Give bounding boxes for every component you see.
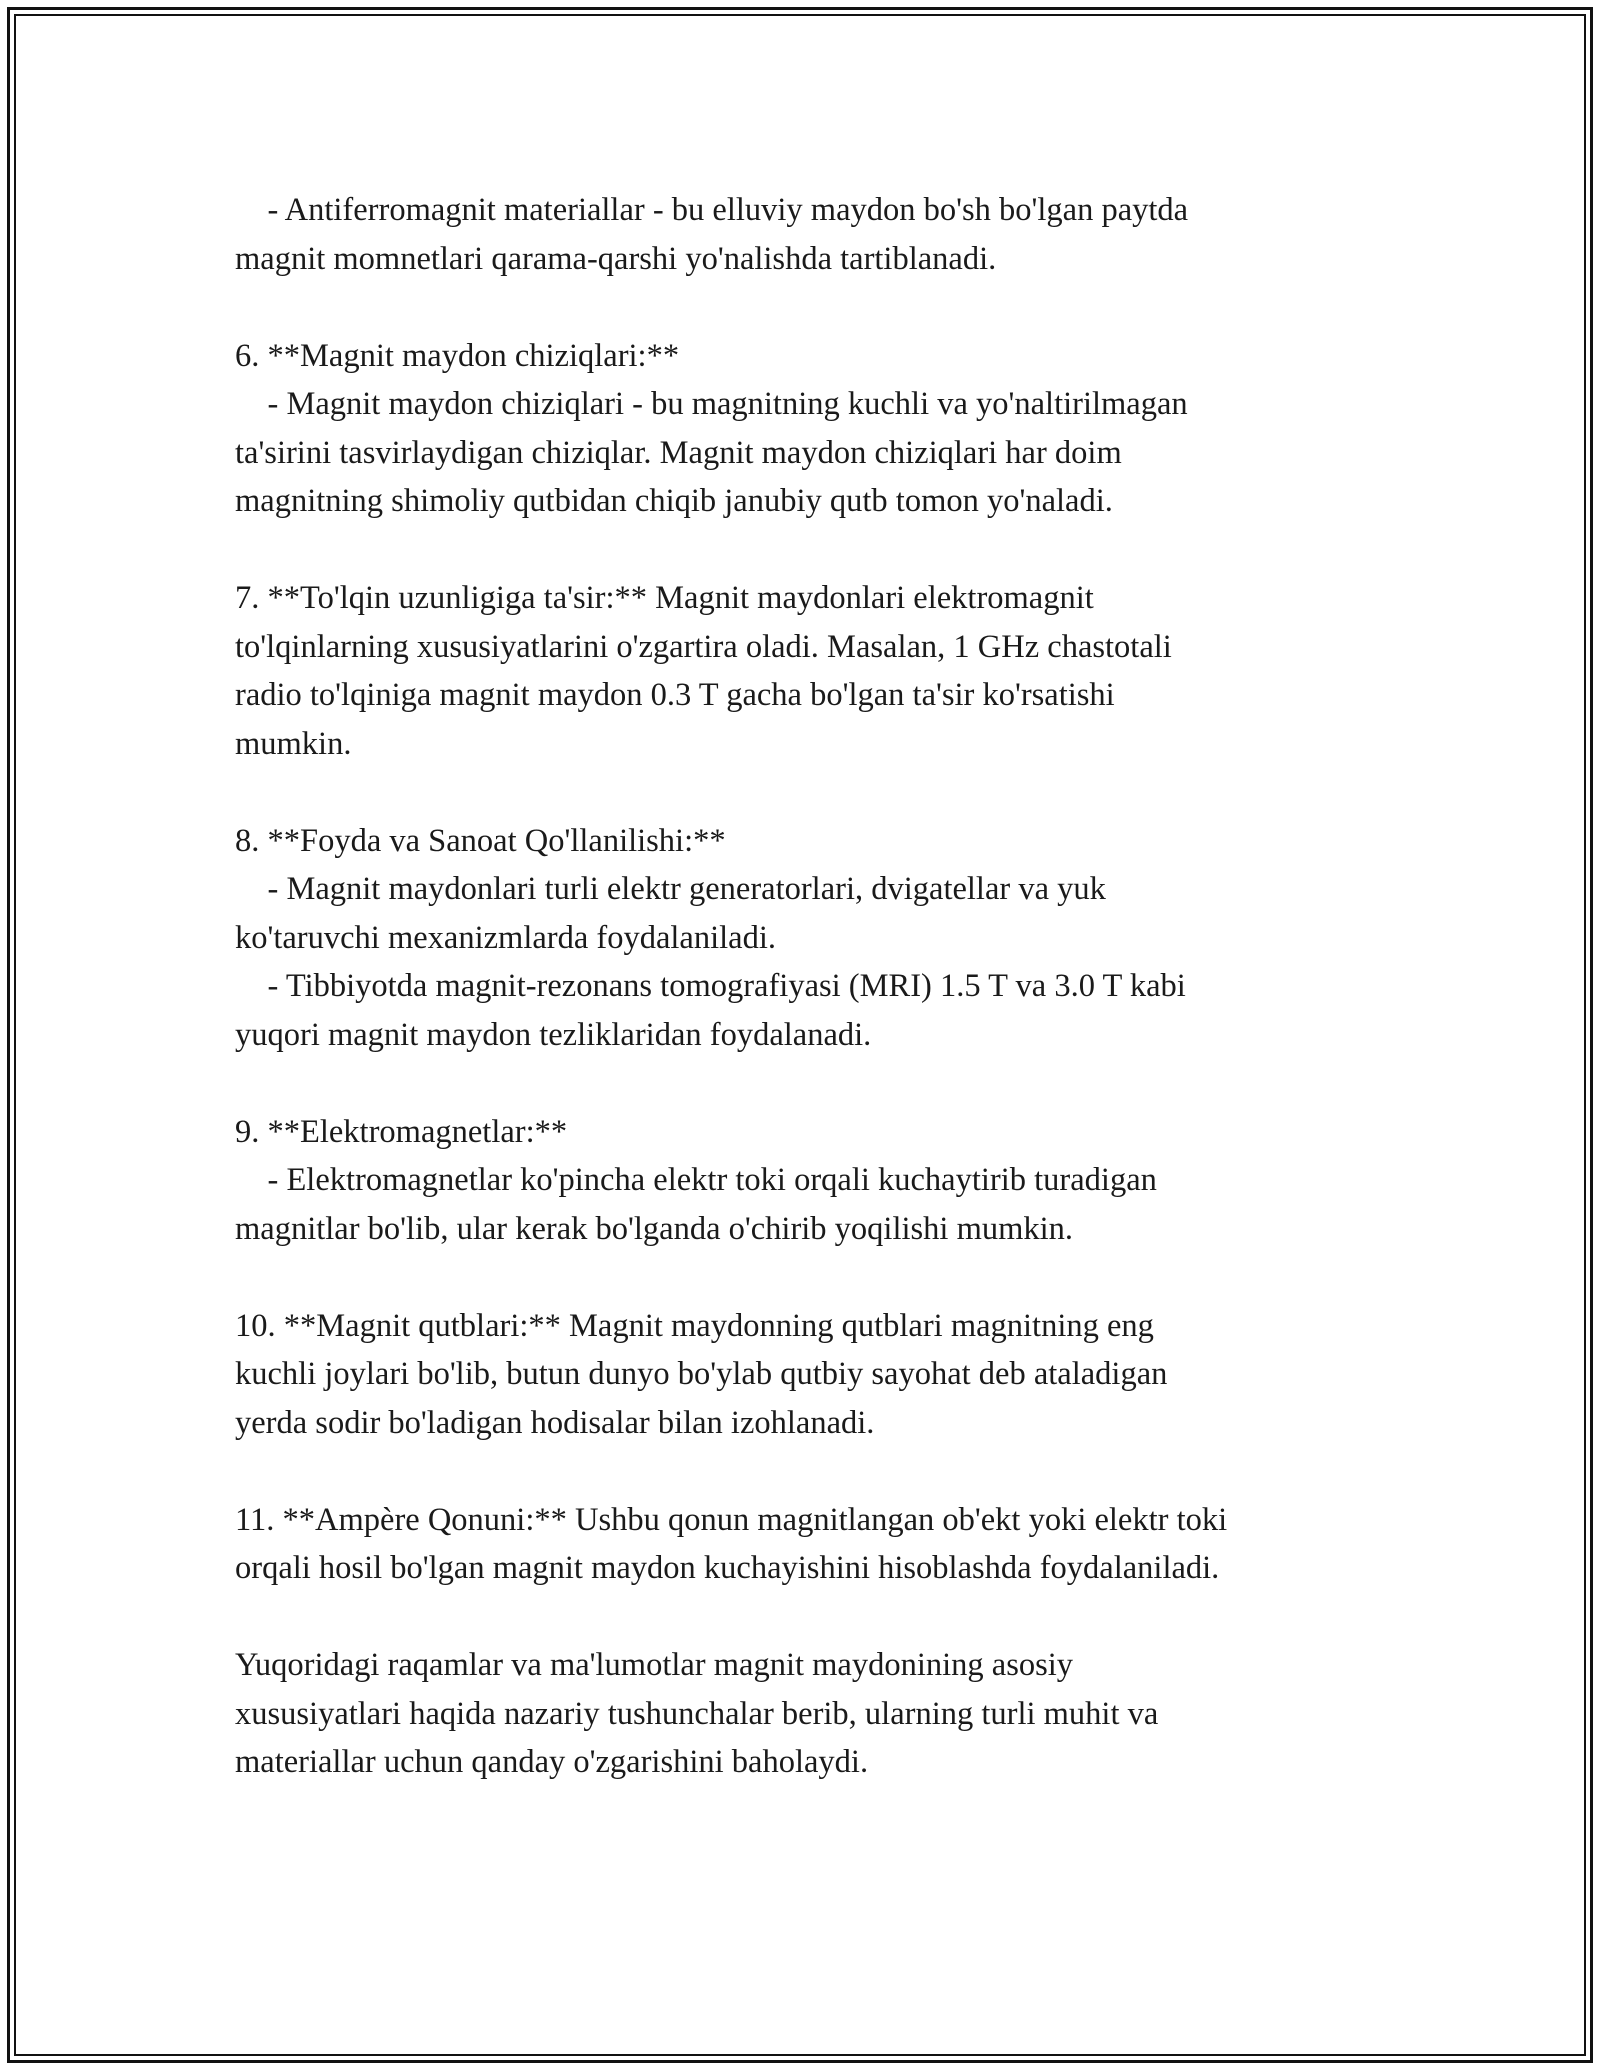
paragraph-gap <box>235 1593 1385 1642</box>
section-heading: 8. **Foyda va Sanoat Qo'llanilishi:** <box>235 822 726 859</box>
text-line: yuqori magnit maydon tezliklaridan foydalanadi. <box>235 1016 872 1053</box>
text-line: orqali hosil bo'lgan magnit maydon kuchayishini hisoblashda foydalaniladi. <box>235 1550 1220 1586</box>
section-heading: 11. **Ampère Qonuni:** Ushbu qonun magnitlangan ob'ekt yoki elektr toki <box>235 1501 1228 1538</box>
text-line: - Magnit maydonlari turli elektr generatorlari, dvigatellar va yuk <box>235 871 1106 907</box>
text-line: ko'taruvchi mexanizmlarda foydalaniladi. <box>235 919 776 956</box>
text-line: - Magnit maydon chiziqlari - bu magnitning kuchli va yo'naltirilmagan <box>235 386 1188 422</box>
section-heading: 9. **Elektromagnetlar:** <box>235 1113 568 1150</box>
paragraph-gap <box>235 526 1385 575</box>
document-body <box>235 186 1385 1787</box>
text-line: kuchli joylari bo'lib, butun dunyo bo'ylab qutbiy sayohat deb ataladigan <box>235 1356 1168 1392</box>
text-line: Yuqoridagi raqamlar va ma'lumotlar magnit maydonining asosiy <box>235 1647 1074 1683</box>
section-heading: 10. **Magnit qutblari:** Magnit maydonning qutblari magnitning eng <box>235 1307 1154 1344</box>
paragraph-section-10 <box>235 1302 1385 1448</box>
section-heading: 6. **Magnit maydon chiziqlari:** <box>235 337 680 374</box>
paragraph-antiferromagnetic <box>235 186 1385 283</box>
paragraph-gap <box>235 1447 1385 1496</box>
text-line: to'lqinlarning xususiyatlarini o'zgartira oladi. Masalan, 1 GHz chastotali <box>235 628 1172 665</box>
text-line: ta'sirini tasvirlaydigan chiziqlar. Magnit maydon chiziqlari har doim <box>235 434 1122 471</box>
text-line: radio to'lqiniga magnit maydon 0.3 T gacha bo'lgan ta'sir ko'rsatishi <box>235 677 1115 713</box>
text-line: yerda sodir bo'ladigan hodisalar bilan izohlanadi. <box>235 1404 875 1441</box>
text-line: - Antiferromagnit materiallar - bu elluviy maydon bo'sh bo'lgan paytda <box>235 192 1189 228</box>
paragraph-gap <box>235 1253 1385 1302</box>
paragraph-section-11 <box>235 1496 1385 1593</box>
paragraph-section-8 <box>235 817 1385 1060</box>
text-line: magnit momnetlari qarama-qarshi yo'nalishda tartiblanadi. <box>235 240 997 277</box>
text-line: magnitlar bo'lib, ular kerak bo'lganda o'chirib yoqilishi mumkin. <box>235 1210 1074 1247</box>
paragraph-gap <box>235 768 1385 817</box>
paragraph-section-6 <box>235 332 1385 526</box>
paragraph-section-9 <box>235 1108 1385 1254</box>
paragraph-section-7 <box>235 574 1385 768</box>
paragraph-gap <box>235 283 1385 332</box>
paragraph-conclusion <box>235 1641 1385 1787</box>
paragraph-gap <box>235 1059 1385 1108</box>
text-line: - Tibbiyotda magnit-rezonans tomografiyasi (MRI) 1.5 T va 3.0 T kabi <box>235 968 1186 1004</box>
text-line: xususiyatlari haqida nazariy tushunchalar berib, ularning turli muhit va <box>235 1695 1159 1732</box>
text-line: mumkin. <box>235 725 352 762</box>
text-line: magnitning shimoliy qutbidan chiqib janubiy qutb tomon yo'naladi. <box>235 483 1113 519</box>
text-line: - Elektromagnetlar ko'pincha elektr toki orqali kuchaytirib turadigan <box>235 1162 1157 1198</box>
text-line: materiallar uchun qanday o'zgarishini baholaydi. <box>235 1744 869 1780</box>
section-heading: 7. **To'lqin uzunligiga ta'sir:** Magnit maydonlari elektromagnit <box>235 580 1094 616</box>
